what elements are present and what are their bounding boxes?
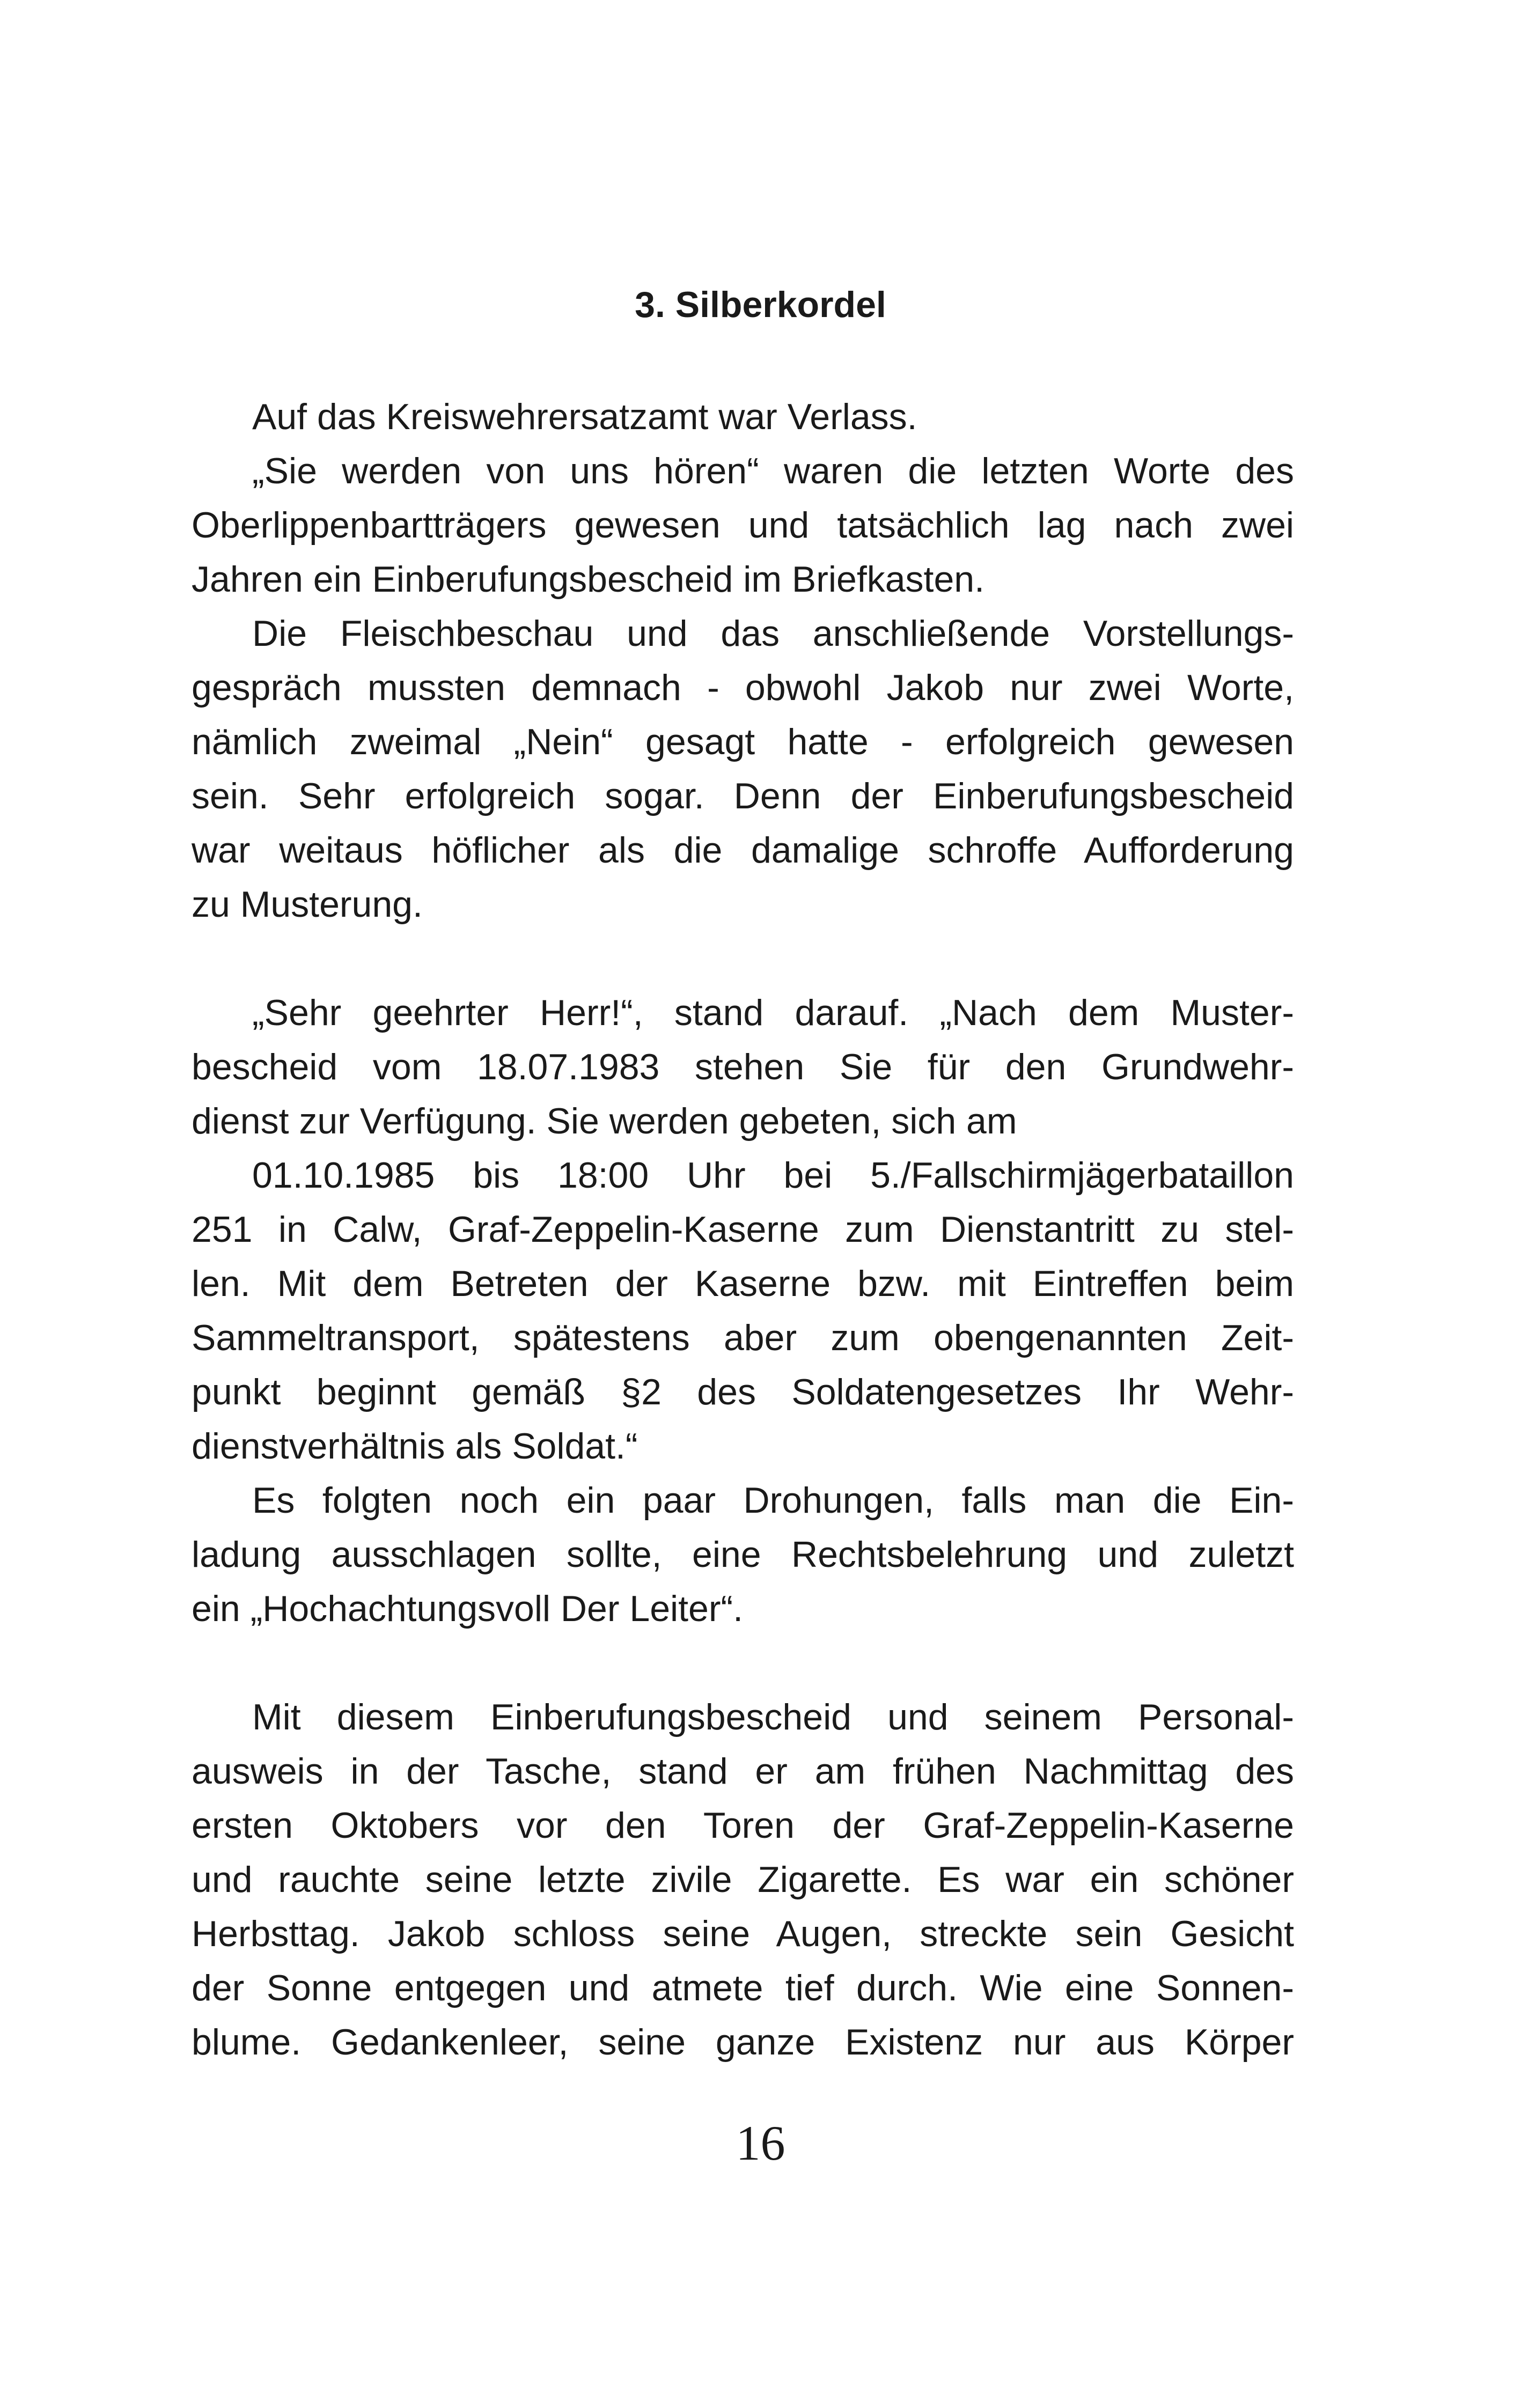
text-line: war weitaus höflicher als die damalige schroffe Aufforderung — [192, 830, 1294, 871]
text-line: ersten Oktobers vor den Toren der Graf-Zeppelin-Kaserne — [192, 1805, 1294, 1846]
text-line: ein „Hochachtungsvoll Der Leiter“. — [192, 1588, 744, 1629]
page-number: 16 — [736, 2116, 785, 2170]
text-line: 251 in Calw, Graf-Zeppelin-Kaserne zum Dienstantritt zu stel- — [192, 1209, 1294, 1250]
text-line: blume. Gedankenleer, seine ganze Existenz nur aus Körper — [192, 2022, 1294, 2063]
text-line: len. Mit dem Betreten der Kaserne bzw. mit Eintreffen beim — [192, 1263, 1294, 1304]
text-line: zu Musterung. — [192, 884, 423, 925]
chapter-title: 3. Silberkordel — [635, 284, 886, 325]
text-line: und rauchte seine letzte zivile Zigarette. Es war ein schöner — [192, 1859, 1294, 1900]
text-line: Es folgten noch ein paar Drohungen, falls man die Ein- — [252, 1480, 1294, 1521]
text-line: Sammeltransport, spätestens aber zum obengenannten Zeit- — [192, 1317, 1294, 1358]
text-line: Herbsttag. Jakob schloss seine Augen, streckte sein Gesicht — [192, 1913, 1294, 1954]
text-line: nämlich zweimal „Nein“ gesagt hatte - erfolgreich gewesen — [192, 721, 1294, 762]
text-line: Oberlippenbartträgers gewesen und tatsächlich lag nach zwei — [192, 505, 1294, 546]
text-line: Jahren ein Einberufungsbescheid im Briefkasten. — [192, 559, 984, 600]
text-line: dienst zur Verfügung. Sie werden gebeten, sich am — [192, 1101, 1017, 1142]
text-line: sein. Sehr erfolgreich sogar. Denn der Einberufungsbescheid — [192, 776, 1294, 816]
text-line: Mit diesem Einberufungsbescheid und seinem Personal- — [252, 1697, 1294, 1737]
text-line: „Sie werden von uns hören“ waren die letzten Worte des — [252, 451, 1294, 491]
text-line: ladung ausschlagen sollte, eine Rechtsbelehrung und zuletzt — [192, 1534, 1294, 1575]
text-line: „Sehr geehrter Herr!“, stand darauf. „Nach dem Muster- — [252, 992, 1294, 1033]
text-line: bescheid vom 18.07.1983 stehen Sie für den Grundwehr- — [192, 1047, 1294, 1087]
text-line: 01.10.1985 bis 18:00 Uhr bei 5./Fallschirmjägerbataillon — [252, 1155, 1294, 1196]
text-line: ausweis in der Tasche, stand er am frühen Nachmittag des — [192, 1751, 1294, 1792]
text-line: dienstverhältnis als Soldat.“ — [192, 1426, 638, 1467]
text-line: Die Fleischbeschau und das anschließende Vorstellungs- — [252, 613, 1294, 654]
text-line: gespräch mussten demnach - obwohl Jakob nur zwei Worte, — [192, 667, 1294, 708]
text-line: punkt beginnt gemäß §2 des Soldatengesetzes Ihr Wehr- — [192, 1372, 1294, 1412]
text-line: der Sonne entgegen und atmete tief durch. Wie eine Sonnen- — [192, 1968, 1294, 2008]
text-line: Auf das Kreiswehrersatzamt war Verlass. — [252, 396, 917, 437]
